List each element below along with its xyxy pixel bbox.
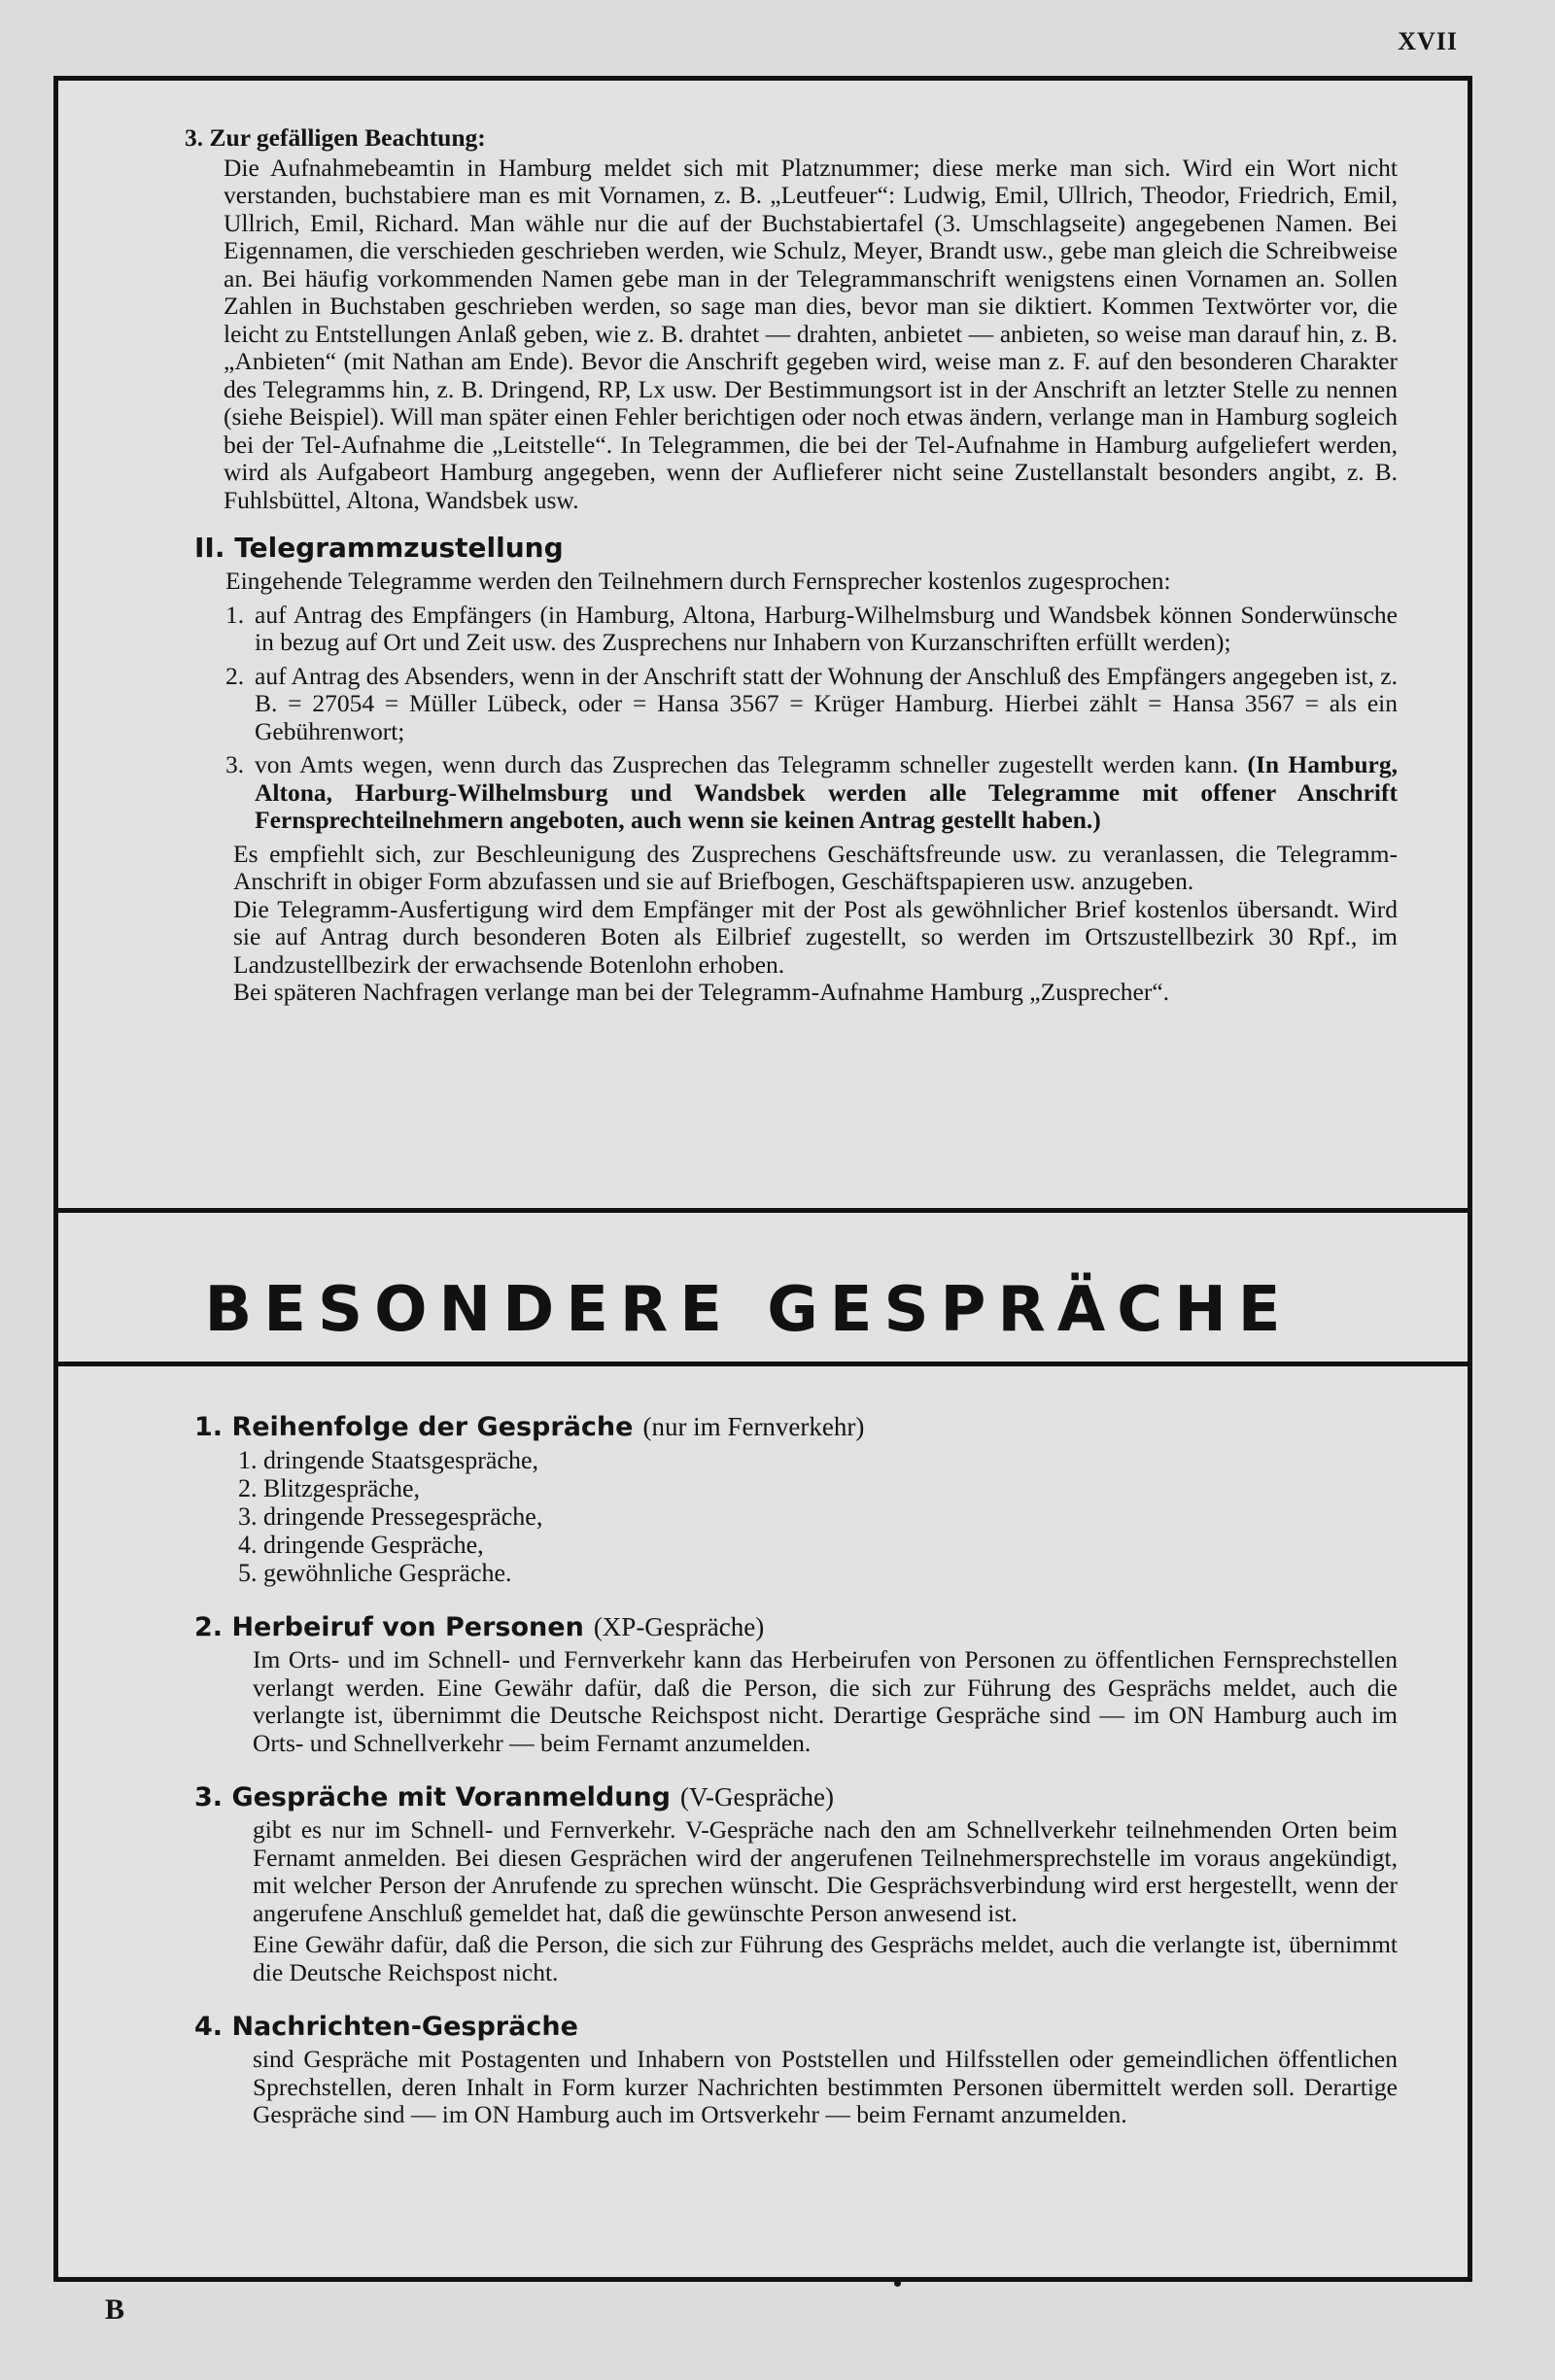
delivery-intro: Eingehende Telegramme werden den Teilnehmern durch Fernsprecher kostenlos zugesprochen: (225, 567, 1171, 595)
notice-body: Die Aufnahmebeamtin in Hamburg meldet sich mit Platznummer; diese merke man sich. Wird ein Wort nicht verstanden, buchstabiere man es mit Vornamen, z. B. „Leutfeuer“: Ludwig, Emil, Ullrich, Theodor, Friedrich, Emil, Ullrich, Emil, Richard. Man wähle nur die auf der Buchstabiertafel (3. Umschlagseite) angegebenen Namen. Bei Eigennamen, die verschieden geschrieben werden, wie Schulz, Meyer, Brandt usw., gebe man gleich die Schreibweise an. Bei häufig vorkommenden Namen gebe man in der Telegrammanschrift wenigstens einen Vornamen an. Sollen Zahlen in Buchstaben geschrieben werden, so sage man dies, bevor man sie diktiert. Kommen Textwörter vor, die leicht zu Entstellungen Anlaß geben, wie z. B. drahtet — drahten, anbietet — anbieten, so weise man darauf hin, z. B. „Anbieten“ (mit Nathan am Ende). Bevor die Anschrift gegeben wird, weise man z. F. auf den besonderen Charakter des Telegramms hin, z. B. Dringend, RP, Lx usw. Der Bestimmungsort ist in der Anschrift an letzter Stelle zu nennen (siehe Beispiel). Will man später einen Fehler berichtigen oder noch etwas ändern, verlange man in Hamburg sogleich bei der Tel-Aufnahme die „Leitstelle“. In Telegrammen, die bei der Tel-Aufnahme in Hamburg aufgeliefert werden, wird als Aufgabeort Hamburg angegeben, wenn der Auflieferer nicht seine Zustellanstalt besonders angibt, z. B. Fuhlsbüttel, Altona, Wandsbek usw. (224, 153, 1398, 514)
delivery-note: Bei späteren Nachfragen verlange man bei der Telegramm-Aufnahme Hamburg „Zusprecher“. (233, 978, 1170, 1006)
list-item: 2. auf Antrag des Absenders, wenn in der Anschrift statt der Wohnung der Anschluß des Empfängers angegeben ist, z. B. = 27054 = Müller Lübeck, oder = Hansa 3567 = Krüger Hamburg. Hierbei zählt = Hansa 3567 = als ein Gebührenwort; (225, 661, 1398, 745)
list-item: 3. dringende Pressegespräche, (238, 1502, 543, 1531)
message-call (194, 2012, 1398, 2129)
telegram-section (58, 124, 1468, 1007)
delivery-note: Es empfiehlt sich, zur Beschleunigung des Zusprechens Geschäftsfreunde usw. zu veranlassen, die Telegramm-Anschrift in obiger Form abzufassen und sie auf Briefbogen, Geschäftspapieren usw. anzugeben. (233, 839, 1398, 895)
delivery-heading: II. Telegrammzustellung (194, 532, 564, 564)
priority-list (238, 1446, 1398, 1587)
section-body: Eine Gewähr dafür, daß die Person, die sich zur Führung des Gesprächs meldet, auch die verlangte ist, übernimmt die Deutsche Reichspost nicht. (253, 1930, 1398, 1986)
page-number: XVII (1398, 27, 1458, 55)
section-heading: 2. Herbeiruf von Personen (XP-Gespräche) (194, 1612, 765, 1642)
print-mark (894, 2280, 901, 2287)
section-heading: 3. Gespräche mit Voranmeldung (V-Gespräche) (194, 1782, 834, 1812)
divider (58, 1362, 1468, 1366)
content-frame (53, 76, 1472, 2282)
list-item: 2. Blitzgespräche, (238, 1474, 420, 1502)
section-heading: 4. Nachrichten-Gespräche (194, 2012, 578, 2042)
list-item: 1. dringende Staatsgespräche, (238, 1446, 539, 1474)
section-body: gibt es nur im Schnell- und Fernverkehr. V-Gespräche nach den am Schnellverkehr teilnehmenden Orten beim Fernamt anmelden. Bei diesen Gesprächen wird der angerufenen Teilnehmersprechstelle im voraus angekündigt, mit welcher Person der Anrufende zu sprechen wünscht. Die Gesprächsverbindung wird erst hergestellt, wenn der angerufene Anschluß gemeldet hat, daß die gewünschte Person anwesend ist. (253, 1815, 1398, 1927)
section-body: sind Gespräche mit Postagenten und Inhabern von Poststellen und Hilfsstellen oder gemeindlichen öffentlichen Sprechstellen, deren Inhalt in Form kurzer Nachrichten bestimmten Personen übermittelt werden soll. Derartige Gespräche sind — im ON Hamburg auch im Ortsverkehr — beim Fernamt anzumelden. (253, 2045, 1398, 2128)
section-body: Im Orts- und im Schnell- und Fernverkehr kann das Herbeirufen von Personen zu öffentlichen Fernsprechstellen verlangt werden. Eine Gewähr dafür, daß die Person, die sich zur Führung des Gesprächs meldet, auch die verlangte ist, übernimmt die Deutsche Reichspost nicht. Derartige Gespräche sind — im ON Hamburg auch im Orts- und Schnellverkehr — beim Fernamt anzumelden. (253, 1645, 1398, 1757)
divider (58, 1208, 1468, 1213)
list-item: 4. dringende Gespräche, (238, 1531, 484, 1559)
pre-announced-call (194, 1782, 1398, 1986)
list-item: 5. gewöhnliche Gespräche. (238, 1559, 512, 1587)
order-of-calls (194, 1412, 1398, 1587)
delivery-note: Die Telegramm-Ausfertigung wird dem Empfänger mit der Post als gewöhnlicher Brief kostenlos übersandt. Wird sie auf Antrag durch besonderen Boten als Eilbrief zugestellt, so werden im Ortszustellbezirk 30 Rpf., im Landzustellbezirk der erwachsende Botenlohn erhoben. (233, 894, 1398, 979)
footer-letter: B (105, 2294, 125, 2326)
list-item: 3. von Amts wegen, wenn durch das Zusprechen das Telegramm schneller zugestellt werden kann. (In Hamburg, Altona, Harburg-Wilhelmsburg und Wandsbek werden alle Telegramme mit offener Anschrift Fernsprechteilnehmern angeboten, auch wenn sie keinen Antrag gestellt haben.) (225, 750, 1398, 834)
list-item: 1. auf Antrag des Empfängers (in Hamburg, Altona, Harburg-Wilhelmsburg und Wandsbek können Sonderwünsche in bezug auf Ort und Zeit usw. des Zusprechens nur Inhabern von Kurzanschriften erfüllt werden); (225, 600, 1398, 656)
person-call (194, 1612, 1398, 1757)
delivery-list (225, 602, 1398, 835)
section-heading: 1. Reihenfolge der Gespräche (nur im Fernverkehr) (194, 1412, 865, 1442)
calls-section (58, 1412, 1468, 2155)
banner-title: BESONDERE GESPRÄCHE (204, 1274, 1293, 1346)
notice-heading: 3. Zur gefälligen Beachtung: (185, 123, 486, 152)
